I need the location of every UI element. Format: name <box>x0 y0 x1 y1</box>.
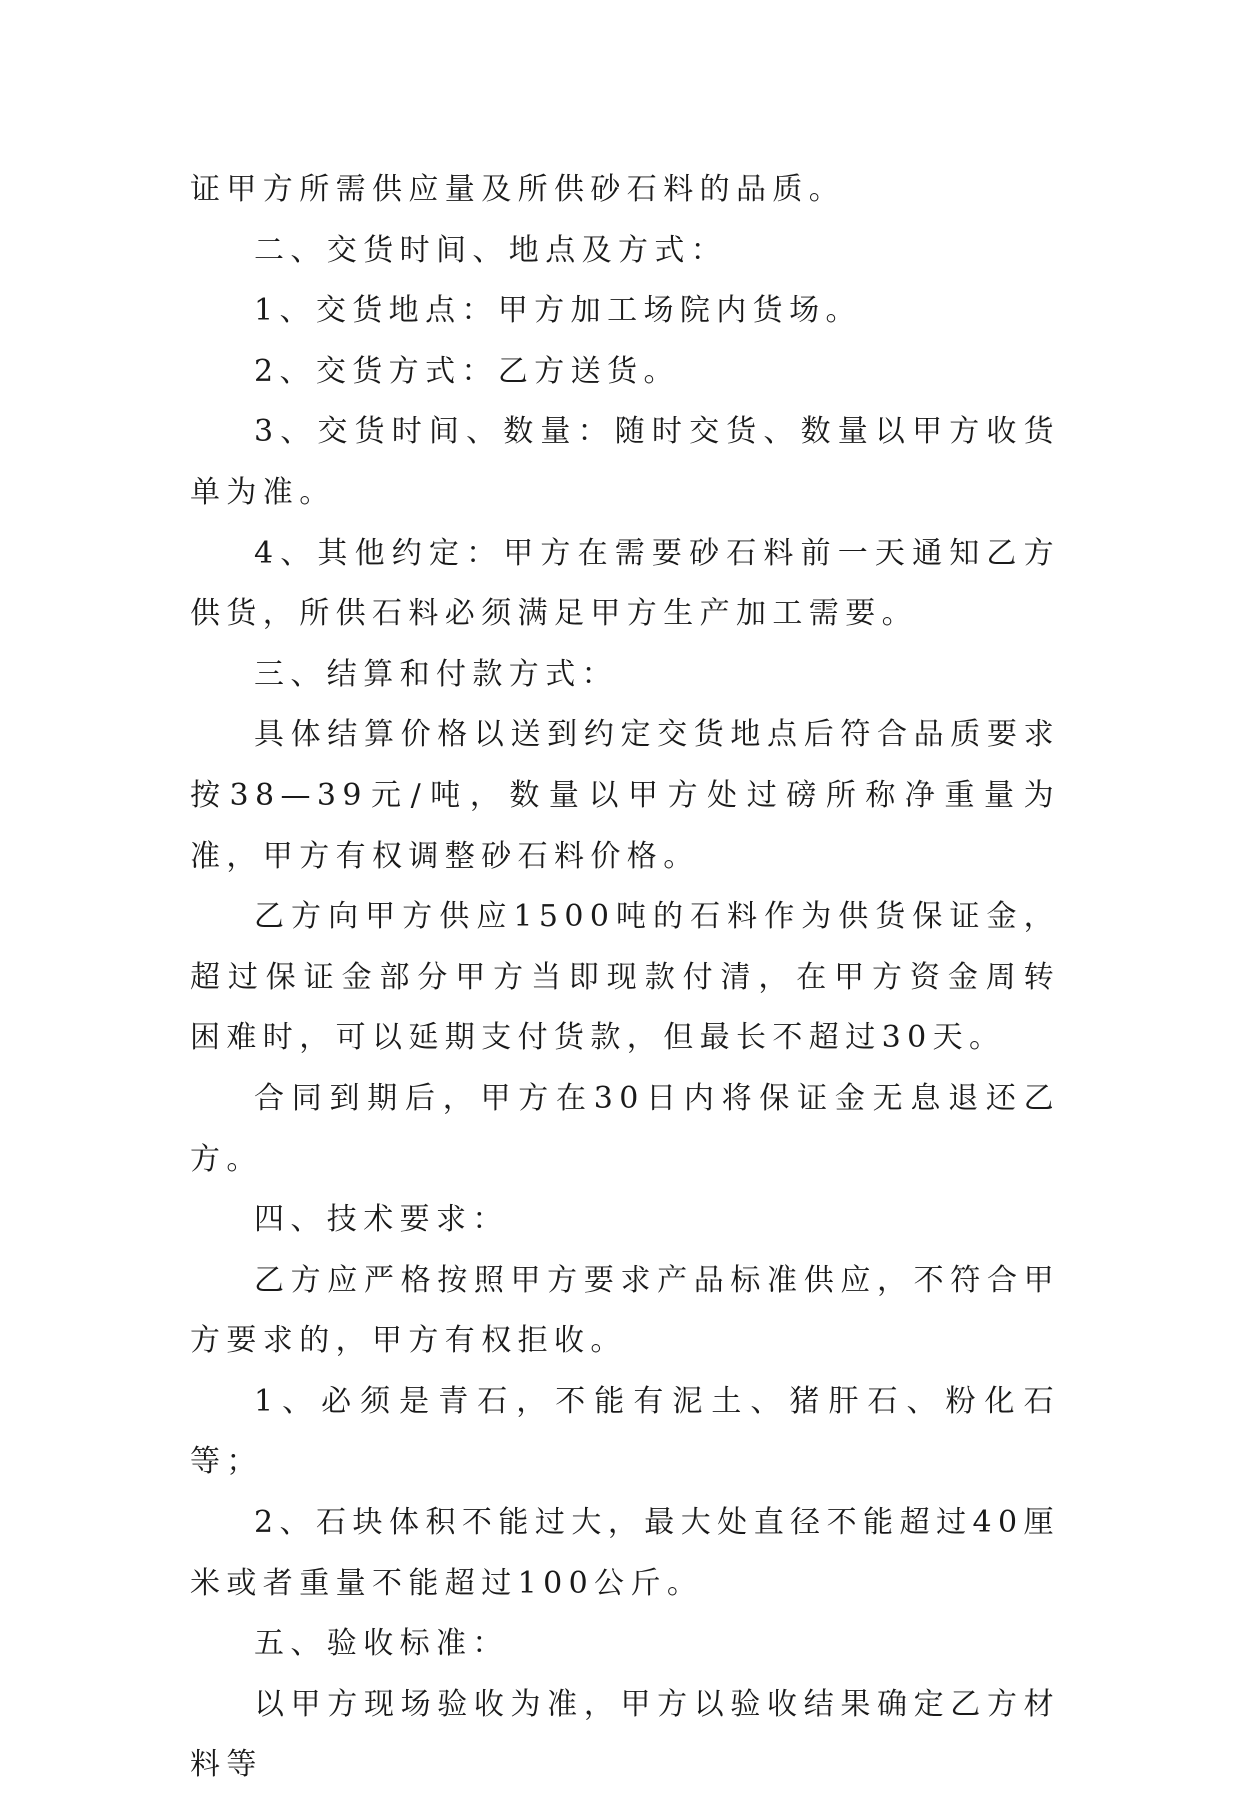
paragraph-technical-standard: 乙方应严格按照甲方要求产品标准供应，不符合甲方要求的，甲方有权拒收。 <box>190 1262 1060 1359</box>
clause-delivery-time-quantity: 3、交货时间、数量：随时交货、数量以甲方收货单为准。 <box>190 414 1060 510</box>
clause-delivery-location: 1、交货地点：甲方加工场院内货场。 <box>254 293 862 329</box>
paragraph-deposit-refund: 合同到期后，甲方在30日内将保证金无息退还乙方。 <box>190 1080 1060 1177</box>
section-heading-acceptance: 五、验收标准： <box>254 1626 509 1662</box>
clause-delivery-method: 2、交货方式：乙方送货。 <box>254 353 680 389</box>
paragraph-deposit: 乙方向甲方供应1500吨的石料作为供货保证金，超过保证金部分甲方当即现款付清，在甲方资金周转困难时，可以延期支付货款，但最长不超过30天。 <box>190 899 1060 1056</box>
paragraph-settlement-price: 具体结算价格以送到约定交货地点后符合品质要求按38—39元/吨，数量以甲方处过磅所称净重量为准，甲方有权调整砂石料价格。 <box>190 717 1060 874</box>
document-body <box>190 160 1060 1796</box>
section-heading-technical: 四、技术要求： <box>254 1202 509 1238</box>
paragraph-acceptance: 以甲方现场验收为准，甲方以验收结果确定乙方材料等 <box>190 1686 1060 1783</box>
section-heading-delivery: 二、交货时间、地点及方式： <box>254 232 728 268</box>
section-heading-settlement: 三、结算和付款方式： <box>254 656 618 692</box>
clause-stone-size: 2、石块体积不能过大，最大处直径不能超过40厘米或者重量不能超过100公斤。 <box>190 1505 1060 1601</box>
paragraph-continuation: 证甲方所需供应量及所供砂石料的品质。 <box>190 172 846 207</box>
clause-stone-type: 1、必须是青石，不能有泥土、猪肝石、粉化石等； <box>190 1383 1060 1480</box>
clause-other-agreement: 4、其他约定：甲方在需要砂石料前一天通知乙方供货，所供石料必须满足甲方生产加工需要。 <box>190 535 1060 632</box>
